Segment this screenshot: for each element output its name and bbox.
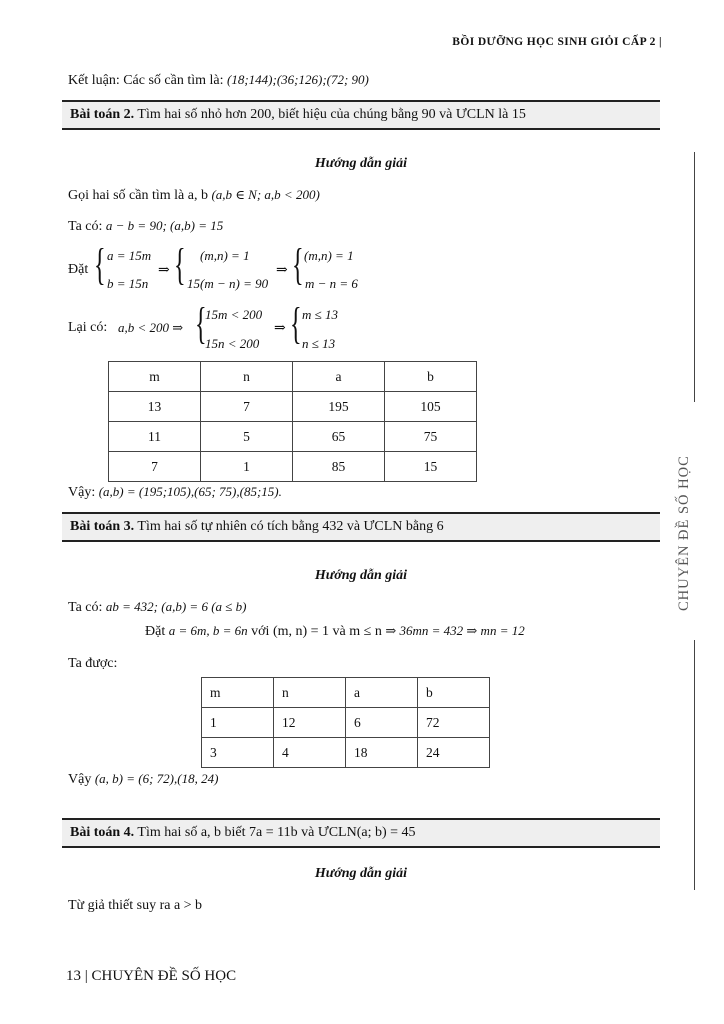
table-cell: 1 [202, 708, 274, 738]
table-cell: 7 [201, 392, 293, 422]
page-footer: 13 | CHUYÊN ĐỀ SỐ HỌC [66, 968, 237, 984]
implies-arrow-3: ⇒ [274, 321, 286, 336]
problem-3-guide-heading: Hướng dẫn giải [314, 568, 408, 583]
table-cell: 13 [109, 392, 201, 422]
conclusion-label: Kết luận: Các số cần tìm là: [68, 73, 224, 88]
problem-2-statement: Tìm hai số nhỏ hơn 200, biết hiệu của chúng bằng 90 và ƯCLN là 15 [134, 107, 526, 122]
p2-conclusion-math: (a,b) = (195;105),(65; 75),(85;15). [98, 484, 282, 499]
table-cell: 5 [201, 422, 293, 452]
p2-line-1-text: Gọi hai số cần tìm là a, b [68, 188, 208, 203]
table-cell: 18 [346, 738, 418, 768]
system-1-row-1: a = 15m [107, 248, 152, 263]
p3-taduoc: Ta được: [68, 656, 118, 671]
p2-line-1-math: (a,b ∈ N; a,b < 200) [211, 187, 320, 202]
problem-2-guide-heading: Hướng dẫn giải [314, 156, 408, 171]
table-row [109, 392, 477, 422]
table-cell: 1 [201, 452, 293, 482]
brace-5: { [290, 299, 302, 348]
p3-line-2-text: với (m, n) = 1 và m ≤ n [247, 624, 386, 639]
table-cell: a [346, 678, 418, 708]
table-cell: 11 [109, 422, 201, 452]
p3-line-2-math-2: ⇒ 36mn = 432 ⇒ mn = 12 [385, 623, 525, 638]
system-5-row-1: m ≤ 13 [302, 307, 339, 322]
p2-conclusion [68, 484, 282, 501]
table-cell: 7 [109, 452, 201, 482]
p2-line-2-text: Ta có: [68, 219, 103, 234]
page-header: BỒI DƯỠNG HỌC SINH GIỎI CẤP 2 | [452, 36, 662, 48]
side-divider-top [694, 152, 695, 402]
system-3-row-2: m − n = 6 [305, 276, 358, 291]
problem-2-title [62, 100, 660, 130]
problem-3-title [62, 512, 660, 542]
table-cell: n [274, 678, 346, 708]
side-divider-bottom [694, 640, 695, 890]
p2-conclusion-text: Vậy: [68, 485, 96, 500]
table-cell: m [202, 678, 274, 708]
conclusion-math: (18;144);(36;126);(72; 90) [227, 72, 369, 87]
p3-line-1 [68, 599, 246, 616]
table-cell: n [201, 362, 293, 392]
p3-conclusion-text: Vậy [68, 772, 92, 787]
system-2-row-1: (m,n) = 1 [200, 248, 250, 263]
table-cell: 15 [385, 452, 477, 482]
table-cell: 12 [274, 708, 346, 738]
system-3-row-1: (m,n) = 1 [304, 248, 354, 263]
brace-3: { [292, 240, 304, 289]
problem-3-label: Bài toán 3. [70, 519, 135, 534]
brace-2: { [174, 240, 186, 289]
p2-laico-math: a,b < 200 ⇒ [118, 320, 184, 335]
table-row [202, 708, 490, 738]
p2-line-2-math: a − b = 90; (a,b) = 15 [105, 218, 224, 233]
table-row [109, 422, 477, 452]
p2-table [108, 361, 477, 482]
problem-4-label: Bài toán 4. [70, 825, 135, 840]
table-cell: 6 [346, 708, 418, 738]
implies-arrow-2: ⇒ [276, 263, 288, 278]
brace-1: { [94, 240, 106, 289]
table-row [109, 452, 477, 482]
p3-line-2-math-1: a = 6m, b = 6n [168, 623, 248, 638]
p3-conclusion-math: (a, b) = (6; 72),(18, 24) [94, 771, 219, 786]
side-title: CHUYÊN ĐỀ SỐ HỌC [676, 455, 692, 611]
table-cell: 72 [418, 708, 490, 738]
problem-4-title [62, 818, 660, 848]
table-row [109, 362, 477, 392]
system-5-row-2: n ≤ 13 [302, 336, 336, 351]
p2-line-2 [68, 218, 223, 235]
system-4-row-1: 15m < 200 [205, 307, 263, 322]
problem-3-statement: Tìm hai số tự nhiên có tích bằng 432 và ƯCLN bằng 6 [134, 519, 444, 534]
table-cell: 105 [385, 392, 477, 422]
p2-laico-label: Lại có: [68, 320, 108, 335]
implies-arrow-1: ⇒ [158, 263, 170, 278]
problem-4-guide-heading: Hướng dẫn giải [314, 866, 408, 881]
p3-conclusion [68, 771, 218, 788]
p3-line-2-dat: Đặt [145, 624, 166, 639]
table-cell: b [385, 362, 477, 392]
table-cell: 4 [274, 738, 346, 768]
table-row [202, 738, 490, 768]
system-4-row-2: 15n < 200 [205, 336, 260, 351]
table-cell: b [418, 678, 490, 708]
p3-table [201, 677, 490, 768]
table-cell: 85 [293, 452, 385, 482]
p4-line-1: Từ giả thiết suy ra a > b [68, 898, 203, 913]
p3-line-1-text: Ta có: [68, 600, 103, 615]
table-cell: 65 [293, 422, 385, 452]
table-cell: m [109, 362, 201, 392]
table-row [202, 678, 490, 708]
table-cell: 24 [418, 738, 490, 768]
system-1-row-2: b = 15n [107, 276, 149, 291]
problem-4-statement: Tìm hai số a, b biết 7a = 11b và ƯCLN(a; b) = 45 [134, 825, 416, 840]
p3-line-2 [145, 623, 525, 640]
system-2-row-2: 15(m − n) = 90 [187, 276, 269, 291]
conclusion-line [68, 72, 369, 89]
table-cell: 3 [202, 738, 274, 768]
table-cell: 75 [385, 422, 477, 452]
table-cell: a [293, 362, 385, 392]
problem-2-label: Bài toán 2. [70, 107, 135, 122]
p2-dat-label: Đặt [68, 262, 89, 277]
p3-line-1-math: ab = 432; (a,b) = 6 (a ≤ b) [105, 599, 247, 614]
brace-4: { [195, 299, 207, 348]
p2-line-1 [68, 187, 320, 204]
table-cell: 195 [293, 392, 385, 422]
